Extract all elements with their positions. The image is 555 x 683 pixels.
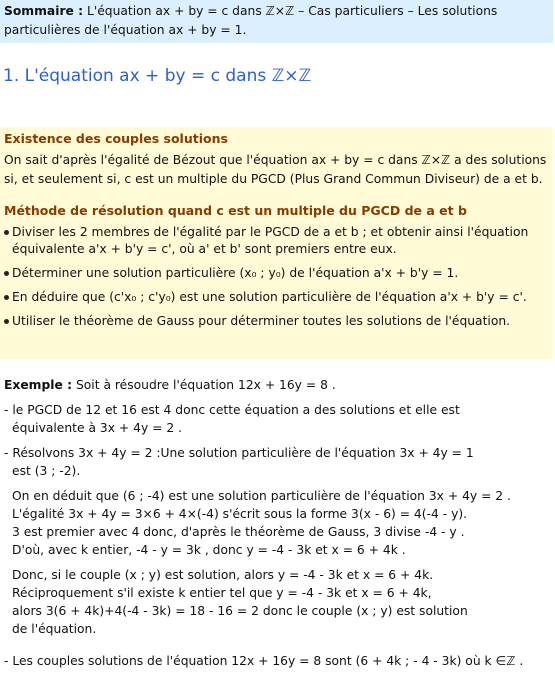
example-line: de l'équation.	[12, 622, 97, 636]
summary-box	[0, 0, 553, 43]
example-label: Exemple :	[4, 378, 73, 392]
existence-text: On sait d'après l'égalité de Bézout que l'équation ax + by = c dans ℤ×ℤ a des solutions si, et seulement si, c est un multiple du PGCD (Plus Grand Commun Diviseur) de a et b.	[4, 153, 547, 186]
example-section	[4, 376, 552, 670]
summary-label: Sommaire :	[4, 4, 84, 18]
method-bullet: Diviser les 2 membres de l'égalité par le PGCD de a et b ; et obtenir ainsi l'équation équivalente a'x + b'y = c', où a' et b' sont premiers entre eux.	[4, 224, 549, 258]
example-line: Réciproquement s'il existe k entier tel que y = -4 - 3k et x = 6 + 4k,	[12, 586, 432, 600]
example-line: est (3 ; -2).	[12, 464, 81, 478]
example-line: L'égalité 3x + 4y = 3×6 + 4×(-4) s'écrit sous la forme 3(x - 6) = 4(-4 - y).	[12, 507, 468, 521]
example-line: Donc, si le couple (x ; y) est solution, alors y = -4 - 3k et x = 6 + 4k.	[12, 568, 434, 582]
bullet-dot-icon	[4, 230, 9, 235]
example-line: On en déduit que (6 ; -4) est une solution particulière de l'équation 3x + 4y = 2 .	[12, 489, 511, 503]
example-intro-line	[4, 376, 552, 394]
bullet-dot-icon	[4, 271, 9, 276]
section-title: 1. L'équation ax + by = c dans ℤ×ℤ	[3, 66, 312, 86]
example-line: - le PGCD de 12 et 16 est 4 donc cette équation a des solutions et elle est	[4, 403, 460, 417]
example-intro: Soit à résoudre l'équation 12x + 16y = 8 .	[75, 378, 336, 392]
method-bullet: Utiliser le théorème de Gauss pour déterminer toutes les solutions de l'équation.	[4, 313, 549, 330]
example-line: - Résolvons 3x + 4y = 2 :Une solution particulière de l'équation 3x + 4y = 1	[4, 446, 474, 460]
example-block-conclusion	[4, 566, 552, 638]
bullet-dot-icon	[4, 295, 9, 300]
example-line: D'où, avec k entier, -4 - y = 3k , donc y = -4 - 3k et x = 6 + 4k .	[12, 543, 406, 557]
method-bullet: Déterminer une solution particulière (x₀ ; y₀) de l'équation a'x + b'y = 1.	[4, 265, 549, 282]
theory-box	[0, 127, 553, 359]
bullet-dot-icon	[4, 319, 9, 324]
existence-heading: Existence des couples solutions	[4, 131, 228, 146]
method-bullet-list	[4, 224, 549, 330]
example-block-pgcd	[4, 401, 552, 437]
example-line: - Les couples solutions de l'équation 12x + 16y = 8 sont (6 + 4k ; - 4 - 3k) où k ∈ℤ .	[4, 654, 524, 668]
example-line: alors 3(6 + 4k)+4(-4 - 3k) = 18 - 16 = 2 donc le couple (x ; y) est solution	[12, 604, 468, 618]
method-bullet: En déduire que (c'x₀ ; c'y₀) est une solution particulière de l'équation a'x + b'y = c'.	[4, 289, 549, 306]
example-line: équivalente à 3x + 4y = 2 .	[12, 421, 182, 435]
example-block-deduction	[4, 487, 552, 559]
example-block-final	[4, 652, 552, 670]
example-line: 3 est premier avec 4 donc, d'après le théorème de Gauss, 3 divise -4 - y .	[12, 525, 465, 539]
summary-text: L'équation ax + by = c dans ℤ×ℤ – Cas particuliers – Les solutions particulières de l'équation ax + by = 1.	[4, 4, 498, 37]
example-block-resolve	[4, 444, 552, 480]
method-heading: Méthode de résolution quand c est un multiple du PGCD de a et b	[4, 203, 467, 218]
